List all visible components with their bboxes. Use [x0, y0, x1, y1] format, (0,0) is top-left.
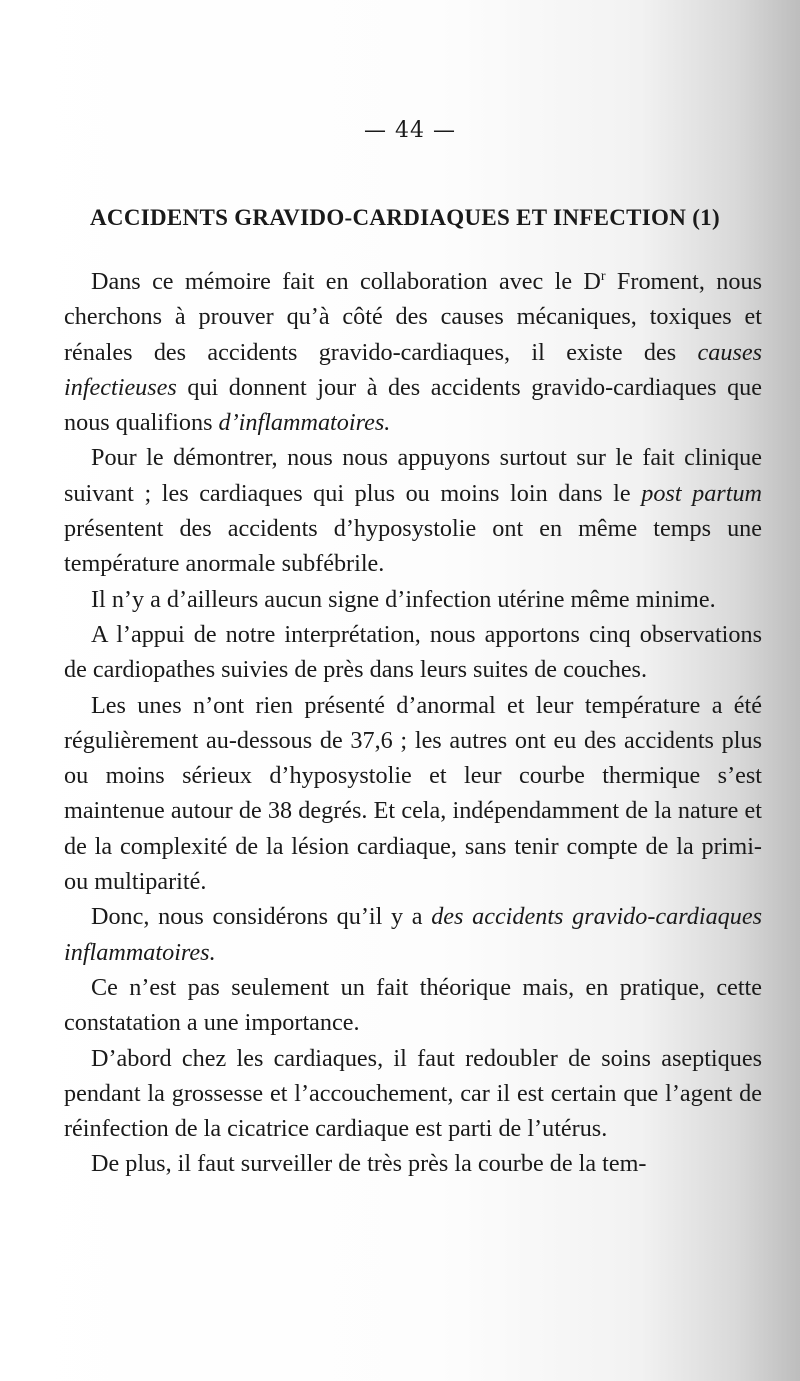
superscript: r: [600, 269, 606, 284]
italic-text: post partum: [641, 479, 763, 507]
paragraph: [64, 617, 762, 688]
italic-text: d’inflammatoires.: [218, 409, 391, 437]
page-number: — 44 —: [364, 118, 456, 143]
paragraph: [64, 440, 762, 581]
paragraph: [64, 582, 762, 617]
text-run: Il n’y a d’ailleurs aucun signe d’infection utérine même minime.: [91, 585, 716, 613]
text-run: D’abord chez les cardiaques, il faut redoubler de soins aseptiques pendant la grossesse et l’accouchement, car il est certain que l’agent de réinfection de la cicatrice cardiaque est parti de l’utérus.: [64, 1044, 762, 1143]
italic-text: causes infectieuses: [64, 338, 762, 401]
text-run: Les unes n’ont rien présenté d’anormal et leur température a été régulièrement au-dessous de 37,6 ; les autres ont eu des accidents plus ou moins sérieux d’hyposystolie et leur courbe thermique s’est maintenue autour de 38 degrés. Et cela, indépendamment de la nature et de la complexité de la lésion cardiaque, sans tenir compte de la primi- ou multiparité.: [64, 691, 762, 896]
paragraph: [64, 899, 762, 970]
text-run: Froment, nous cherchons à prouver qu’à côté des causes mécaniques, toxiques et rénales des accidents gravido-cardiaques, il existe des: [64, 268, 762, 366]
paragraph: [64, 1041, 762, 1147]
text-run: présentent des accidents d’hyposystolie ont en même temps une température anormale subfébrile.: [64, 515, 762, 578]
text-run: De plus, il faut surveiller de très près la courbe de la tem-: [91, 1150, 647, 1178]
text-run: Ce n’est pas seulement un fait théorique mais, en pratique, cette constatation a une importance.: [64, 973, 762, 1037]
paragraph: [64, 1146, 762, 1181]
section-title: ACCIDENTS GRAVIDO-CARDIAQUES ET INFECTION (1): [90, 205, 720, 230]
italic-text: des accidents gravido-cardiaques inflammatoires.: [64, 903, 763, 966]
paragraph: [64, 688, 762, 900]
text-run: Donc, nous considérons qu’il y a: [91, 903, 432, 931]
paragraph: [64, 264, 762, 440]
body-text: [64, 264, 762, 1182]
text-run: qui donnent jour à des accidents gravido-cardiaques que nous qualifions: [64, 373, 762, 437]
text-run: Pour le démontrer, nous nous appuyons surtout sur le fait clinique suivant ; les cardiaques qui plus ou moins loin dans le: [64, 444, 762, 507]
text-run: Dans ce mémoire fait en collaboration avec le D: [91, 268, 601, 295]
text-run: A l’appui de notre interprétation, nous apportons cinq observations de cardiopathes suivies de près dans leurs suites de couches.: [64, 620, 762, 684]
paragraph: [64, 970, 762, 1041]
